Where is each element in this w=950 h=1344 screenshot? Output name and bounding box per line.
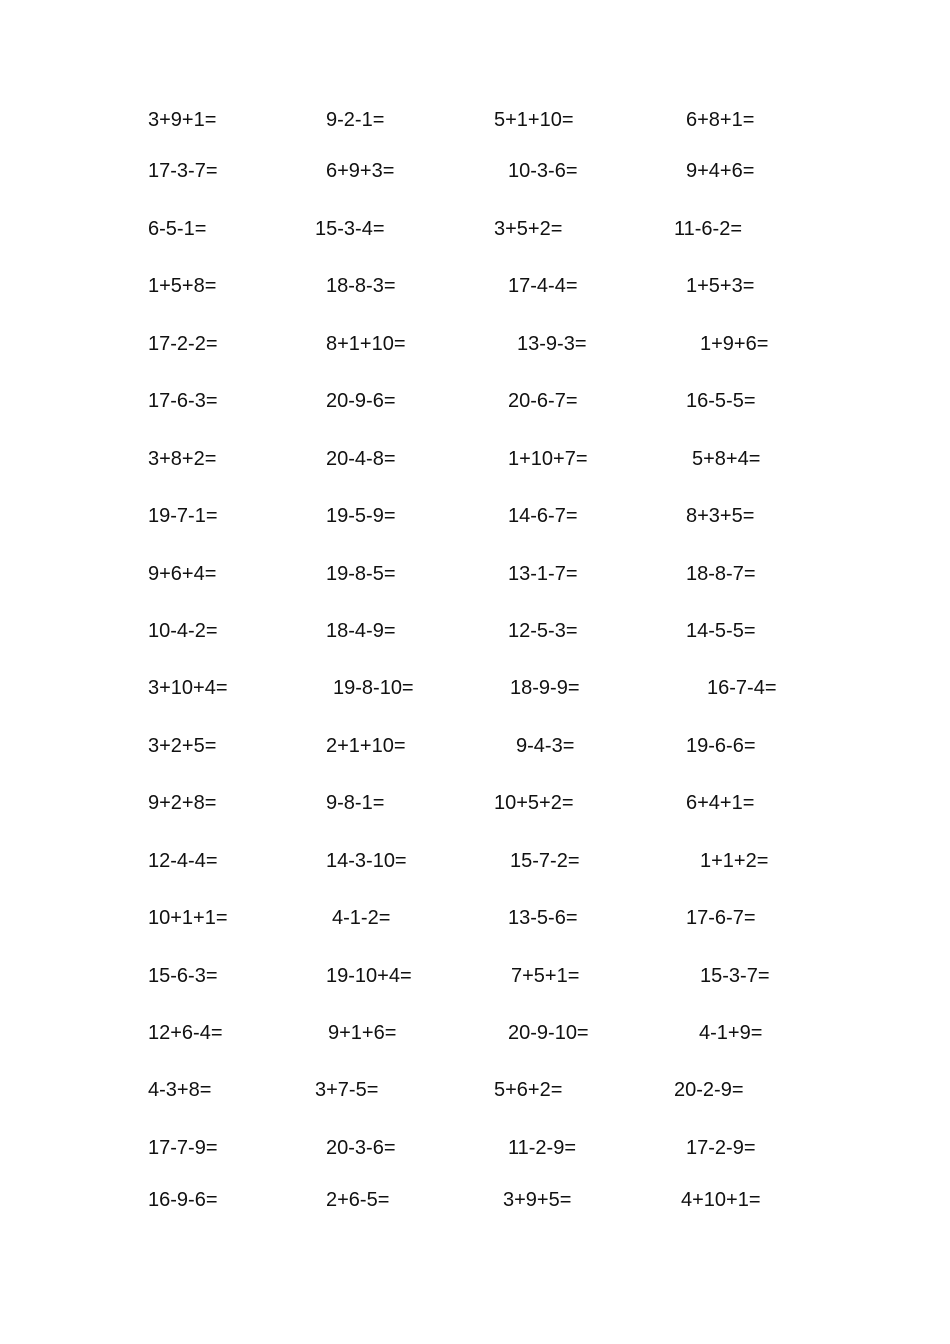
problem-r6-c1: 17-6-3=: [148, 390, 218, 412]
problem-r19-c3: 11-2-9=: [508, 1137, 577, 1159]
problem-r11-c1: 3+10+4=: [148, 677, 228, 699]
problem-r4-c4: 1+5+3=: [686, 275, 755, 297]
problem-r11-c3: 18-9-9=: [510, 677, 580, 699]
problem-r9-c3: 13-1-7=: [508, 563, 578, 585]
problem-r9-c4: 18-8-7=: [686, 563, 756, 585]
problem-r17-c2: 9+1+6=: [328, 1022, 397, 1044]
problem-r12-c2: 2+1+10=: [326, 735, 406, 757]
problem-r19-c1: 17-7-9=: [148, 1137, 218, 1159]
problem-r8-c1: 19-7-1=: [148, 505, 218, 527]
problem-r1-c1: 3+9+1=: [148, 109, 217, 131]
problem-r15-c3: 13-5-6=: [508, 907, 578, 929]
problem-r14-c4: 1+1+2=: [700, 850, 769, 872]
problem-r7-c3: 1+10+7=: [508, 448, 588, 470]
problem-r18-c3: 5+6+2=: [494, 1079, 563, 1101]
problem-r7-c4: 5+8+4=: [692, 448, 761, 470]
problem-r12-c3: 9-4-3=: [516, 735, 575, 757]
problem-r5-c3: 13-9-3=: [517, 333, 587, 355]
problem-r1-c2: 9-2-1=: [326, 109, 385, 131]
problem-r13-c2: 9-8-1=: [326, 792, 385, 814]
problem-r2-c1: 17-3-7=: [148, 160, 218, 182]
problem-r5-c4: 1+9+6=: [700, 333, 769, 355]
problem-r17-c1: 12+6-4=: [148, 1022, 223, 1044]
problem-r9-c1: 9+6+4=: [148, 563, 217, 585]
problem-r20-c2: 2+6-5=: [326, 1189, 390, 1211]
problem-r16-c4: 15-3-7=: [700, 965, 770, 987]
problem-r13-c3: 10+5+2=: [494, 792, 574, 814]
problem-r2-c2: 6+9+3=: [326, 160, 395, 182]
problem-r8-c2: 19-5-9=: [326, 505, 396, 527]
problem-r14-c2: 14-3-10=: [326, 850, 407, 872]
problem-r14-c3: 15-7-2=: [510, 850, 580, 872]
problem-r6-c4: 16-5-5=: [686, 390, 756, 412]
problem-r3-c3: 3+5+2=: [494, 218, 563, 240]
problem-r17-c4: 4-1+9=: [699, 1022, 763, 1044]
problem-r1-c3: 5+1+10=: [494, 109, 574, 131]
problem-r6-c3: 20-6-7=: [508, 390, 578, 412]
problem-r20-c1: 16-9-6=: [148, 1189, 218, 1211]
problem-r17-c3: 20-9-10=: [508, 1022, 589, 1044]
problem-r10-c4: 14-5-5=: [686, 620, 756, 642]
problem-r8-c3: 14-6-7=: [508, 505, 578, 527]
problem-r15-c1: 10+1+1=: [148, 907, 228, 929]
problem-r6-c2: 20-9-6=: [326, 390, 396, 412]
problem-r18-c4: 20-2-9=: [674, 1079, 744, 1101]
problem-r4-c1: 1+5+8=: [148, 275, 217, 297]
problem-r5-c1: 17-2-2=: [148, 333, 218, 355]
problem-r10-c3: 12-5-3=: [508, 620, 578, 642]
problem-r3-c4: 11-6-2=: [674, 218, 743, 240]
problem-r3-c2: 15-3-4=: [315, 218, 385, 240]
problem-r2-c3: 10-3-6=: [508, 160, 578, 182]
problem-r14-c1: 12-4-4=: [148, 850, 218, 872]
problem-r11-c4: 16-7-4=: [707, 677, 777, 699]
problem-r12-c4: 19-6-6=: [686, 735, 756, 757]
problem-r16-c1: 15-6-3=: [148, 965, 218, 987]
problem-r5-c2: 8+1+10=: [326, 333, 406, 355]
problem-r15-c4: 17-6-7=: [686, 907, 756, 929]
problem-r13-c1: 9+2+8=: [148, 792, 217, 814]
problem-r16-c2: 19-10+4=: [326, 965, 412, 987]
problem-r10-c2: 18-4-9=: [326, 620, 396, 642]
problem-r11-c2: 19-8-10=: [333, 677, 414, 699]
problem-r19-c2: 20-3-6=: [326, 1137, 396, 1159]
problem-r19-c4: 17-2-9=: [686, 1137, 756, 1159]
problem-r4-c2: 18-8-3=: [326, 275, 396, 297]
problem-r7-c1: 3+8+2=: [148, 448, 217, 470]
problem-r16-c3: 7+5+1=: [511, 965, 580, 987]
problem-r20-c4: 4+10+1=: [681, 1189, 761, 1211]
problem-r9-c2: 19-8-5=: [326, 563, 396, 585]
problem-r8-c4: 8+3+5=: [686, 505, 755, 527]
problem-r12-c1: 3+2+5=: [148, 735, 217, 757]
problem-r18-c2: 3+7-5=: [315, 1079, 379, 1101]
problem-r2-c4: 9+4+6=: [686, 160, 755, 182]
problem-r13-c4: 6+4+1=: [686, 792, 755, 814]
problem-r20-c3: 3+9+5=: [503, 1189, 572, 1211]
problem-r10-c1: 10-4-2=: [148, 620, 218, 642]
problem-r15-c2: 4-1-2=: [332, 907, 391, 929]
problem-r1-c4: 6+8+1=: [686, 109, 755, 131]
problem-r7-c2: 20-4-8=: [326, 448, 396, 470]
problem-r18-c1: 4-3+8=: [148, 1079, 212, 1101]
problem-r3-c1: 6-5-1=: [148, 218, 207, 240]
problem-r4-c3: 17-4-4=: [508, 275, 578, 297]
